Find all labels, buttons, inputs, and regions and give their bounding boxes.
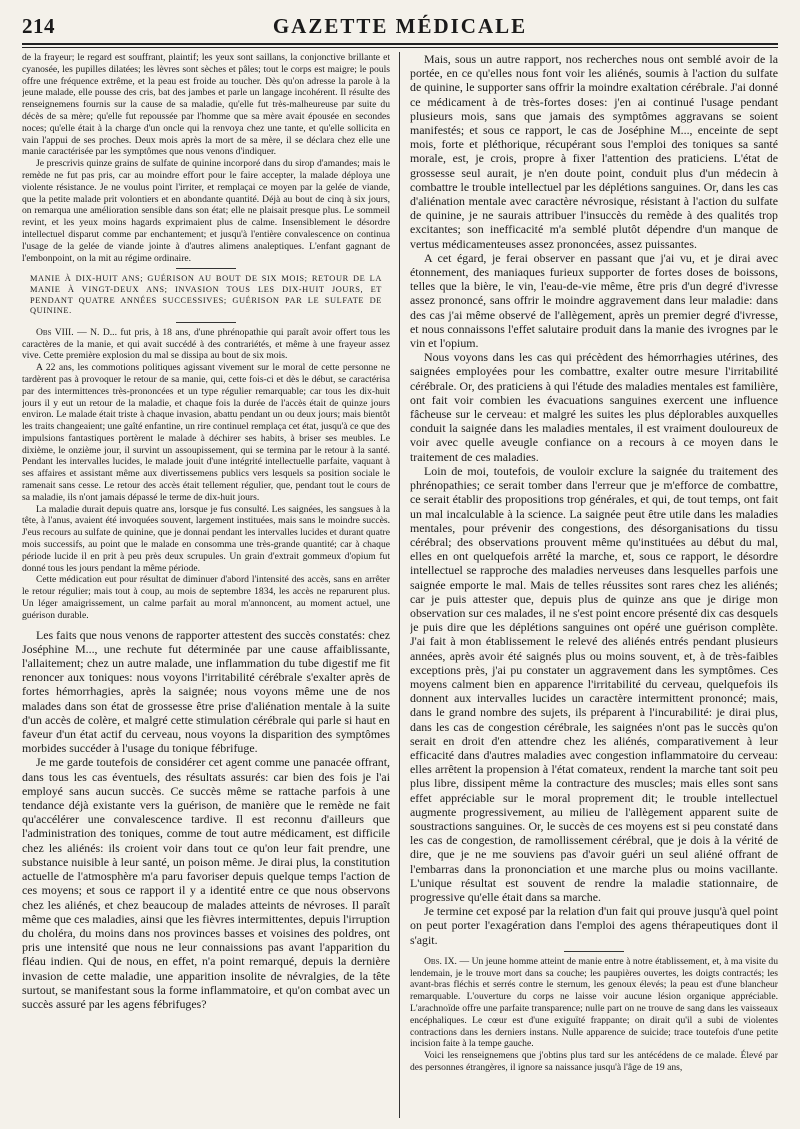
observation-text: fut pris, à 18 ans, d'une phrénopathie qui paraît avoir offert tous les caractères de la manie, et qui avait succédé à des contrariétés, et même à une frayeur assez vive. Cette première explosion du mal se dissipa au bout de six mois. [22, 326, 390, 362]
page-header [22, 14, 778, 42]
observation-heading: Obs. IX. — [424, 955, 470, 967]
section-rule [564, 951, 624, 952]
paragraph: Je termine cet exposé par la relation d'un fait qui prouve jusqu'à quel point on peut porter l'exagération dans l'emploi des agens thérapeutiques dont il s'agit. [410, 904, 778, 947]
paragraph: Loin de moi, toutefois, de vouloir exclure la saignée du traitement des phrénopathies; ce serait tomber dans l'erreur que je m'efforce de combattre, ce serait établir des propositions trop générales, et qui, de tout temps, ont fait un mal incalculable à la science. La saignée peut être utile dans les maladies mentales, pour prévenir des congestions, des désorganisations du tissu cérébral; des observations prouvent même qu'instituées au début du mal, elles en ont quelquefois arrêté la marche, et, sous ce rapport, le désordre intellectuel se rapproche des maladies nerveuses dans lesquelles parfois une saignée emporte le mal. Mais de telles réussites sont rares chez les aliénés; car je puis attester que, depuis plus de quinze ans que je dirige mon observation sur ces malades, il ne s'est point encore présenté dix cas desquels je puis dire que les déplétions sanguines ont opéré une guérison complète. J'ai fait à mon établissement le relevé des aliénés entrés pendant plusieurs années, après avoir été saignés plus ou moins souvent, et, à de très-faibles exceptions près, j'ai pu constater un aggravement dans les symptômes. Ces moyens calment bien en apparence l'irritabilité du cerveau, quelquefois ils donnent aux intervalles lucides un caractère intermittent prononcé; mais, dans le grand nombre des sujets, ils préparent à l'incurabilité: je dirai plus, dans les cas de congestion cérébrale, les saignées n'ont pas le succès qu'on serait en droit d'en attendre chez les aliénés, comparativement à leur efficacité dans d'autres maladies avec congestion inflammatoire du cerveau: elles arrêtent la propension à l'état comateux, rendent la marche tant soit peu plus libre, dissipent même la contracture des muscles; mais elles sont sans effet appréciable sur le moral proprement dit; le trouble intellectuel augmente progressivement, au milieu de l'allègement apparent suite de soustractions sanguines. Or, le succès de ces moyens est si peu constaté dans les cas de congestion, de ramollissement cérébral, que je dois à la vérité de dire, que je ne me souviens pas d'avoir guéri un seul aliéné offrant de l'embarras dans la prononciation et une marche plus ou moins vacillante. L'unique résultat est souvent de rendre la maladie stationnaire, de progressive qu'elle était dans sa marche. [410, 463, 778, 904]
right-column [410, 52, 778, 1118]
paragraph: Cette médication eut pour résultat de diminuer d'abord l'intensité des accès, sans en arrêter le retour régulier; mais tout à coup, au mois de septembre 1834, les accès ne reparurent plus. Un léger amaigrissement, un calme parfait au moral m'annoncent, au moment actuel, une guérison durable. [22, 574, 390, 621]
header-rule [22, 43, 778, 45]
observation-text: Un jeune homme atteint de manie entre à notre établissement, et, à ma visite du lendemain, je le trouve mort dans sa couche; les paupières ouvertes, les doigts contractés; les avant-bras fléchis et serrés contre le sternum, les genoux élevés; la peau est d'une blancheur remarquable. L'ouverture du corps ne laisse voir aucune lésion organique appréciable. L'arachnoïde offre une parfaite transparence; nulle part on ne trouve de sang dans les vaisseaux encéphaliques. Le cœur est d'une exiguïté frappante; on dirait qu'il a subi de violentes contractions dans les derniers instans. Nulle apparence de suicide; trace toutefois d'une petite incision faite à la tempe gauche. [410, 955, 778, 1050]
paragraph: de la frayeur; le regard est souffrant, plaintif; les yeux sont saillans, la conjonctive brillante et cyanosée, les pupilles dilatées; les lèvres sont sèches et pâles; tout le corps est maigre; le pouls offre une fréquence extrême, et la peau est froide au toucher. Dès qu'on adresse la parole à la jeune malade, elle pousse des cris, bat des jambes et parle un langage incohérent. Il résulte des renseignemens fournis sur la cause de sa maladie, qu'elle fut très-malheureuse par suite du décès de sa mère; qu'elle fut repoussée par l'homme que sa mère avait épousée en secondes noces; qu'elle était à la charge d'un oncle qui la renvoya chez une tante, et qu'elle sollicita en vain l'appui de ses proches. Deux mois après la mort de sa mère, il se déclara chez elle une manie caractérisée par les symptômes que nous venons d'indiquer. [22, 52, 390, 158]
observation-heading: Obs VIII. — N. D... [36, 326, 117, 338]
paragraph: Je me garde toutefois de considérer cet agent comme une panacée offrant, dans tous les cas éventuels, des résultats assurés: car bien des fois je l'ai employé sans aucun succès. Ce succès même se rattache parfois à une tendance déjà existante vers la guérison, de manière que le remède ne fait qu'accélérer une convalescence tardive. Il est reconnu d'ailleurs que l'administration des toniques, comme de tout autre médicament, est difficile chez les aliénés: ils croient voir dans tout ce qu'on leur fait prendre, une substance nuisible à leur santé, un poison même. Je dirai plus, la constitution actuelle de l'atmosphère m'a paru favoriser depuis quelque temps l'action de ces moyens; et sous ce rapport il y a identité entre ce que nous observons chez les aliénés, et chez beaucoup de malades atteints de névroses. Il paraît même que ces maladies, ainsi que les fièvres intermittentes, depuis l'irruption du choléra, du moins dans nos provinces basses et voisines des poldres, ont pris une intensité que nous ne leur connaissions pas avant l'apparition du fléau indien. Qui de nous, en effet, n'a point remarqué, depuis la dernière invasion de cette maladie, une apparition insolite de névralgies, de la tête surtout, se manifestant sous la forme inflammatoire, et qu'on combat avec un succès assuré par les agens fébrifuges? [22, 755, 390, 1011]
paragraph: Les faits que nous venons de rapporter attestent des succès constatés: chez Joséphine M..., une rechute fut déterminée par une cause affaiblissante, l'allaitement; chez un autre malade, une inflammation du tube digestif me fit renoncer aux toniques: nous voyons l'irritabilité cérébrale s'exalter après de fortes hémorrhagies, après la saignée; nous voyons même une de nos malades dans son état de grossesse être prise d'aliénation mentale à la suite d'un accès de colère, et malgré cette stimulation cérébrale qui parle si haut en faveur d'un état actif du cerveau, nous voyons la disparition des symptômes morbides succéder à l'usage du tonique fébrifuge. [22, 627, 390, 756]
page-number: 214 [22, 14, 55, 38]
paragraph: Je prescrivis quinze grains de sulfate de quinine incorporé dans du sirop d'amandes; mais le remède ne fut pas pris, car au moindre effort pour le faire accepter, la malade déploya une violente résistance. Je ne voulus point l'irriter, et remplaçai ce moyen par la gelée de viande, que la petite malade prit volontiers et en abondante quantité. Déjà au bout de cinq à six jours, on remarqua une amélioration sensible dans son état; elle ne plaisait presque plus. Le sommeil revint, et les yeux moins hagards exprimaient plus de calme. Insensiblement le désordre intellectuel disparut comme par enchantement; et jusqu'à l'entière convalescence on continua l'usage de la gelée de viande jointe à d'autres alimens analeptiques. L'enfant gagnant de l'embonpoint, on la mit au régime ordinaire. [22, 158, 390, 264]
paragraph: La maladie durait depuis quatre ans, lorsque je fus consulté. Les saignées, les sangsues à la tête, à l'anus, avaient été invoquées souvent, largement instituées, mais sans le moindre succès. J'eus recours au sulfate de quinine, que je donnai pendant les intervalles lucides et durant quatre mois successifs, au point que le malade en consomma une très-grande quantité; car à chaque période lucide il en prit à peu près deux scrupules. Un grain d'extrait gommeux d'opium fut donné tous les jours pendant la même période. [22, 503, 390, 574]
header-rule-thin [22, 47, 778, 48]
paragraph: Voici les renseignemens que j'obtins plus tard sur les antécédens de ce malade. Élevé par des personnes étrangères, il ignore sa naissance jusqu'à l'âge de 19 ans, [410, 1050, 778, 1073]
column-divider [399, 52, 400, 1118]
section-rule [176, 268, 236, 269]
paragraph: Nous voyons dans les cas qui précèdent des hémorrhagies utérines, des saignées employées pour les combattre, exalter outre mesure l'irritabilité cérébrale. Or, des praticiens à qui l'étude des maladies mentales est familière, ont fait voir combien les évacuations sanguines exercent une influence fâcheuse sur le cerveau: et malgré les suites les plus déplorables auxquelles conduit la saignée dans les maladies mentales, il est vraiment douloureux de voir avec quelle aveugle confiance on a recours à ce moyen dans le traitement de ces maladies. [410, 350, 778, 464]
observation-paragraph [22, 327, 390, 362]
left-column [22, 52, 390, 1118]
paragraph: Mais, sous un autre rapport, nos recherches nous ont semblé avoir de la portée, en ce qu'elles nous font voir les aliénés, soumis à l'action du sulfate de quinine, le supporter sans offrir la moindre exaltation cérébrale. J'ai donné ce médicament à de très-fortes doses: j'en ai continué l'usage pendant plusieurs mois, sans que jamais des symptômes aggravans se soient manifestés; et sous ce rapport, le cas de Joséphine M..., enceinte de sept mois, forte et pléthorique, récupérant sous l'emploi des toniques sa santé morale, est, je crois, propre à fixer l'attention des praticiens. L'état de grossesse seul aurait, je n'en doute point, conduit plus d'un médecin à combattre le trouble intellectuel par les déplétions sanguines. Or, dans les cas d'aliénation mentale avec caractère névrosique, résistant à l'action du sulfate de quinine, je ne saurais attribuer l'insuccès du remède à des qualités trop excitantes; son inefficacité m'a semblé plutôt dépendre d'un manque de vertus médicamenteuses assez prononcées, assez puissantes. [410, 52, 778, 251]
section-rule [176, 322, 236, 323]
paragraph: A 22 ans, les commotions politiques agissant vivement sur le moral de cette personne ne tardèrent pas à provoquer le retour de sa manie, qui, cette fois-ci et dès le début, se caractérisa par des intermittences très-prononcées et un type régulier remarquable; car tous les dix-huit jours il y eut un retour de la maladie, et chaque fois la durée de l'accès était de quinze jours environ. Le malade était triste à chaque invasion, abattu pendant un ou deux jours; mais bientôt les traits changeaient; une gaîté enfantine, un rire continuel remplaça cet état, jusqu'à ce que des impulsions fantastiques portèrent le malade à déchirer ses habits, à briser ses meubles. Le dixième, le onzième jour, il survint un assoupissement, qui se termina par le retour à la santé. Pendant les intervalles lucides, le malade jouit d'une intégrité intellectuelle parfaite, vaquant à ses affaires et assistant même aux divertissemens publics vers lesquels sa position sociale le ramenait sans cesse. Le retour des accès était tellement régulier, que, pendant tout le cours de sa maladie, ils n'ont jamais dépassé le terme de dix-huit jours. [22, 362, 390, 503]
journal-title: GAZETTE MÉDICALE [272, 14, 528, 38]
observation-paragraph [410, 956, 778, 1050]
case-summary: MANIE À DIX-HUIT ANS; GUÉRISON AU BOUT DE SIX MOIS; RETOUR DE LA MANIE À VINGT-DEUX ANS; INVASION TOUS LES DIX-HUIT JOURS, ET PENDANT QUATRE ANNÉES SUCCESSIVES; GUÉRISON PAR LE SULFATE DE QUININE. [30, 274, 382, 316]
paragraph: A cet égard, je ferai observer en passant que j'ai vu, et je dirai avec étonnement, des maniaques furieux supporter de fortes doses de boissons, telles que la bière, le vin, l'eau-de-vie même, être pris d'un degré d'ivresse assez prononcé, sans offrir le moindre aggravement dans leur maladie: dans des cas j'ai même observé de l'allègement, après un premier degré d'ivresse, et nous connaissons l'effet salutaire produit dans la manie des ivrognes par le vin et l'opium. [410, 250, 778, 351]
